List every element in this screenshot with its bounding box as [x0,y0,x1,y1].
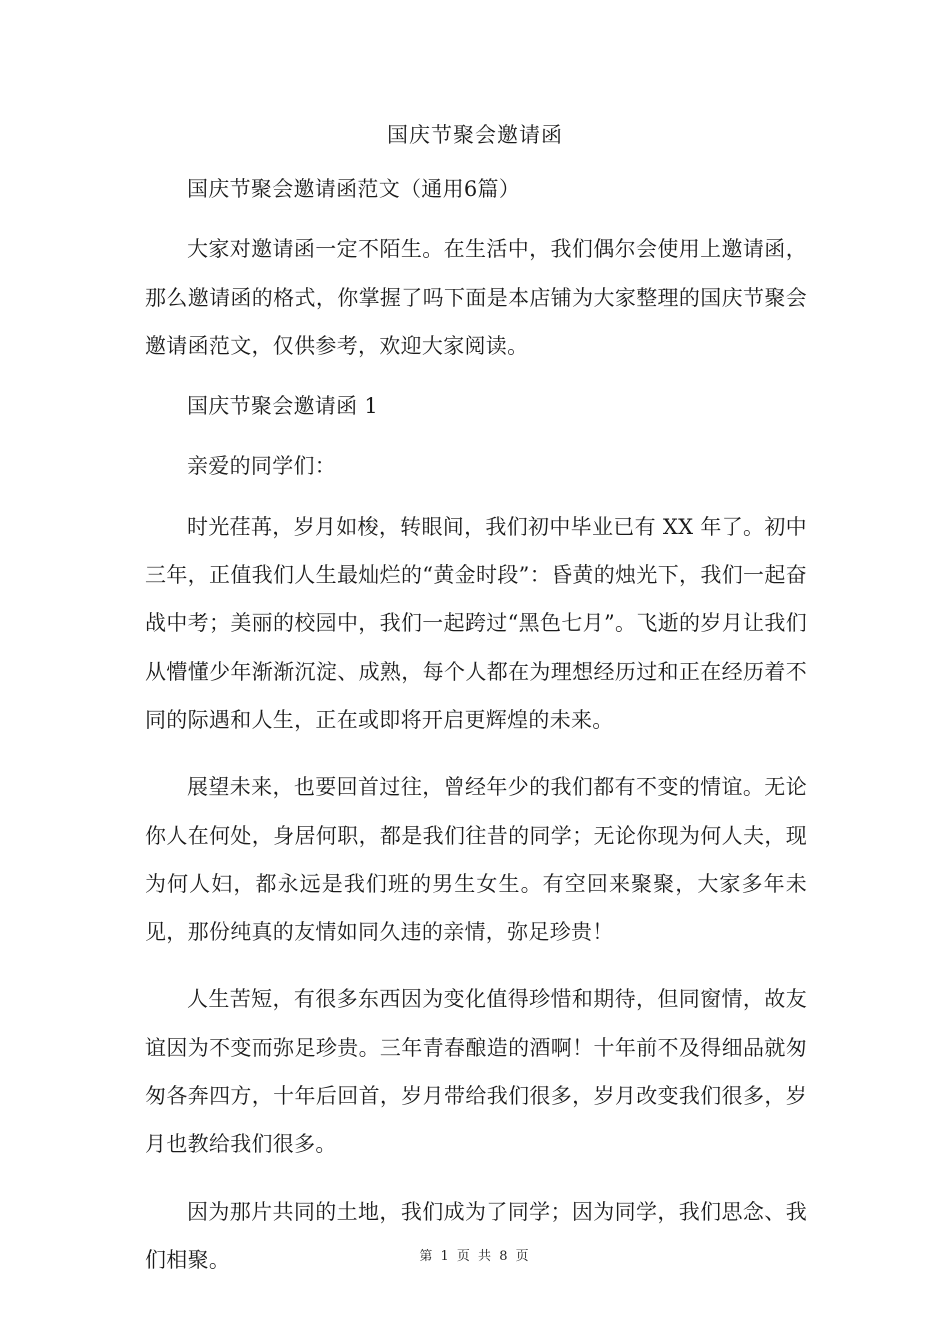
body-paragraph: 因为那片共同的土地，我们成为了同学；因为同学，我们思念、我们相聚。 [145,1199,807,1272]
document-body [145,165,807,1284]
document-title: 国庆节聚会邀请函 [387,123,563,147]
intro-paragraph: 大家对邀请函一定不陌生。在生活中，我们偶尔会使用上邀请函，那么邀请函的格式，你掌握了吗下面是本店铺为大家整理的国庆节聚会邀请函范文，仅供参考，欢迎大家阅读。 [145,237,807,358]
salutation-paragraph: 亲爱的同学们： [187,454,337,479]
body-paragraph: 展望未来，也要回首过往，曾经年少的我们都有不变的情谊。无论你人在何处，身居何职，都是我们往昔的同学；无论你现为何人夫，现为何人妇，都永远是我们班的男生女生。有空回来聚聚，大家多年未见，那份纯真的友情如同久违的亲情，弥足珍贵！ [145,775,807,945]
section-heading: 国庆节聚会邀请函 1 [187,394,379,419]
body-paragraph: 时光荏苒，岁月如梭，转眼间，我们初中毕业已有 XX 年了。初中三年，正值我们人生最灿烂的“黄金时段”：昏黄的烛光下，我们一起奋战中考；美丽的校园中，我们一起跨过“黑色七月”。飞逝的岁月让我们从懵懂少年渐渐沉淀、成熟，每个人都在为理想经历过和正在经历着不同的际遇和人生，正在或即将开启更辉煌的未来。 [145,514,807,732]
page-number-footer: 第 1 页 共 8 页 [419,1249,531,1264]
body-paragraph: 人生苦短，有很多东西因为变化值得珍惜和期待，但同窗情，故友谊因为不变而弥足珍贵。三年青春酿造的酒啊！十年前不及得细品就匆匆各奔四方，十年后回首，岁月带给我们很多，岁月改变我们很多，岁月也教给我们很多。 [145,987,807,1157]
subtitle-paragraph: 国庆节聚会邀请函范文（通用6篇） [187,177,521,201]
